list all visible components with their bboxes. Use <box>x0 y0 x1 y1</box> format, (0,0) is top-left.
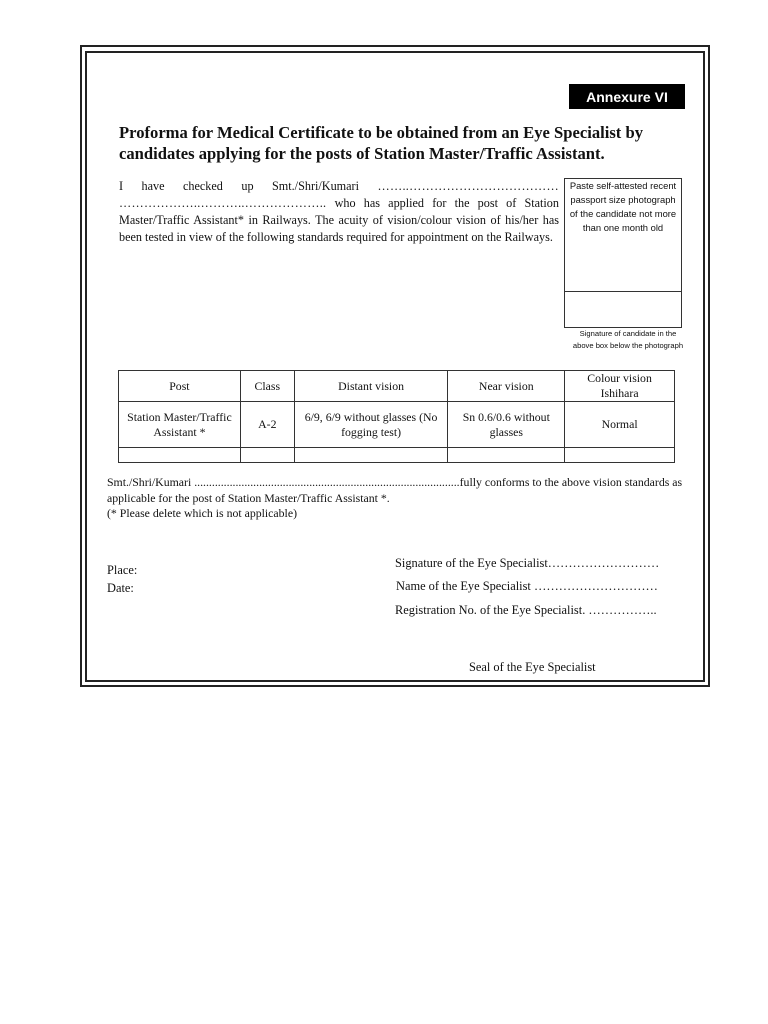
cell-empty <box>119 448 241 463</box>
header-post: Post <box>119 371 241 402</box>
conformance-suffix: fully conforms to the above vision standards as applicable for the post of Station Master/Traffic Assistant *. <box>107 475 683 505</box>
photo-signature-divider <box>565 291 681 292</box>
cell-colour-vision: Normal <box>565 402 675 448</box>
vision-standards-table <box>118 370 675 463</box>
date-label: Date: <box>107 581 134 595</box>
candidate-name-blank-cont[interactable]: ………………..………..……………….. <box>119 196 327 210</box>
header-distant-vision: Distant vision <box>294 371 448 402</box>
cell-near-vision: Sn 0.6/0.6 without glasses <box>448 402 565 448</box>
specialist-registration-line[interactable]: Registration No. of the Eye Specialist. …………….. <box>395 603 657 617</box>
cell-distant-vision: 6/9, 6/9 without glasses (No fogging test) <box>294 402 448 448</box>
place-label: Place: <box>107 563 138 577</box>
table-row <box>119 448 675 463</box>
cell-empty <box>565 448 675 463</box>
cell-class: A-2 <box>240 402 294 448</box>
photo-box[interactable] <box>564 178 682 328</box>
cell-empty <box>448 448 565 463</box>
photo-instruction: Paste self-attested recent passport size photograph of the candidate not more than one month old <box>569 180 677 233</box>
cell-empty <box>294 448 448 463</box>
form-title: Proforma for Medical Certificate to be obtained from an Eye Specialist by candidates applying for the posts of Station Master/Traffic Assistant. <box>119 123 643 163</box>
annexure-badge: Annexure VI <box>569 84 685 109</box>
header-near-vision: Near vision <box>448 371 565 402</box>
intro-paragraph <box>119 178 559 246</box>
specialist-signature-line[interactable]: Signature of the Eye Specialist……………………… <box>395 556 660 570</box>
conformance-name-blank[interactable]: .......................................................................................... <box>194 475 460 489</box>
specialist-name-line[interactable]: Name of the Eye Specialist ………………………… <box>396 579 658 593</box>
table-row <box>119 402 675 448</box>
conformance-prefix: Smt./Shri/Kumari <box>107 475 192 489</box>
candidate-signature-caption: Signature of candidate in the above box below the photograph <box>572 329 684 350</box>
cell-empty <box>240 448 294 463</box>
header-colour-vision: Colour vision Ishihara <box>565 371 675 402</box>
candidate-name-blank[interactable]: ……..……………………………… <box>377 179 560 193</box>
table-header-row <box>119 371 675 402</box>
cell-post: Station Master/Traffic Assistant * <box>119 402 241 448</box>
header-class: Class <box>240 371 294 402</box>
delete-note: (* Please delete which is not applicable) <box>107 506 297 520</box>
intro-line1-text: I have checked up Smt./Shri/Kumari <box>119 179 360 193</box>
intro-line2-text: who has applied for the post of Station Master/Traffic Assistant* in Railways. The acuity of vision/colour vision of his/her has been tested in view of the following standards required for appointment on the Railways. <box>119 196 559 244</box>
specialist-seal-label: Seal of the Eye Specialist <box>469 660 596 674</box>
conformance-statement <box>107 474 707 506</box>
